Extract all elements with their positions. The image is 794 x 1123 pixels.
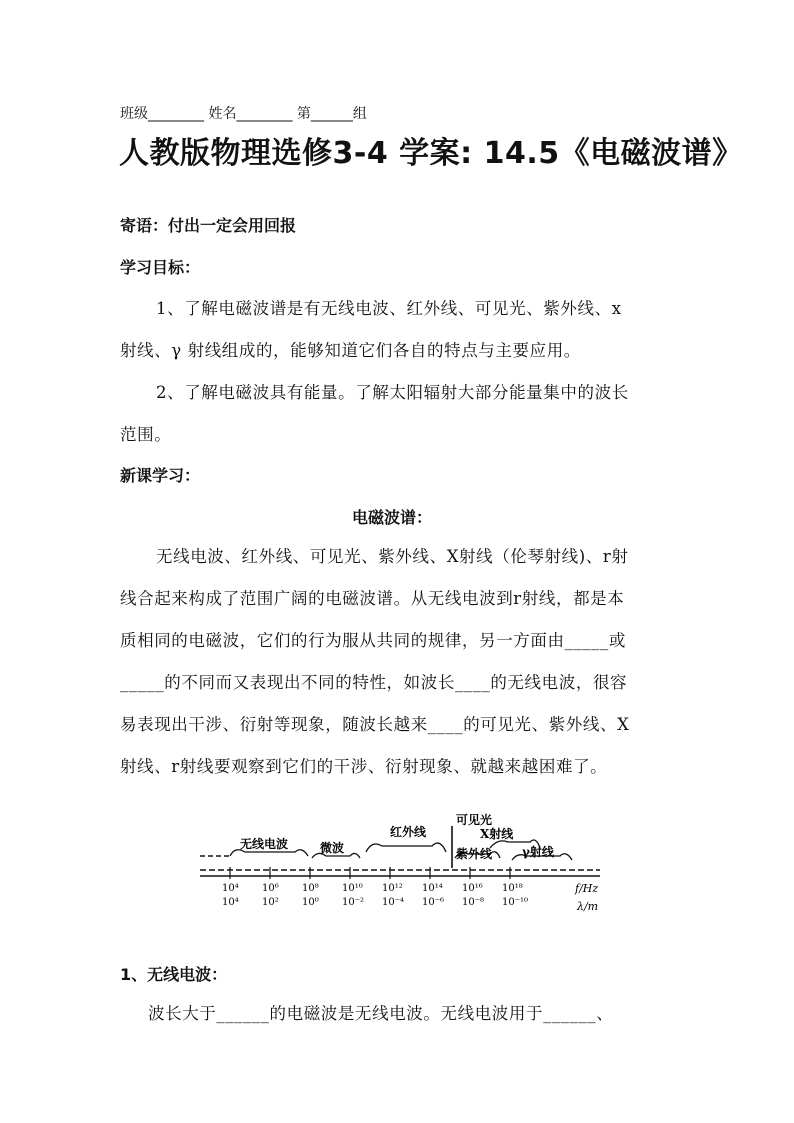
wavelength-tick-label: 10⁰	[302, 897, 319, 908]
wavelength-tick-label: 10⁻⁶	[422, 897, 445, 908]
body-line: _____的不同而又表现出不同的特性，如波长____的无线电波，很容	[120, 673, 628, 692]
frequency-tick-label: 10¹²	[382, 883, 403, 894]
new-lesson-label: 新课学习：	[120, 466, 201, 485]
goals-label: 学习目标：	[120, 258, 201, 277]
infrared-range	[366, 843, 446, 852]
band-label: 无线电波	[240, 837, 289, 851]
section-title: 电磁波谱：	[352, 508, 433, 527]
wavelength-tick-label: 10⁻²	[342, 897, 365, 908]
band-label: 微波	[320, 841, 345, 855]
wavelength-tick-label: 10⁴	[222, 897, 239, 908]
frequency-tick-label: 10⁶	[262, 883, 279, 894]
section-1-label: 1、无线电波：	[120, 965, 228, 984]
frequency-tick-label: 10⁸	[302, 883, 319, 894]
band-label: X射线	[480, 827, 514, 841]
frequency-tick-label: 10¹⁰	[342, 883, 363, 894]
wavelength-unit: λ/m	[577, 900, 599, 913]
body-line: 线合起来构成了范围广阔的电磁波谱。从无线电波到r射线，都是本	[120, 589, 625, 608]
goal-2-line-1: 2、了解电磁波具有能量。了解太阳辐射大部分能量集中的波长	[156, 383, 629, 402]
frequency-tick-label: 10⁴	[222, 883, 239, 894]
body-line: 射线、r射线要观察到它们的干涉、衍射现象、就越来越困难了。	[120, 757, 608, 776]
page-title: 人教版物理选修3-4 学案: 14.5《电磁波谱》	[119, 136, 743, 171]
frequency-tick-label: 10¹⁴	[422, 883, 443, 894]
frequency-tick-label: 10¹⁸	[502, 883, 523, 894]
motto: 寄语：付出一定会用回报	[120, 216, 297, 235]
wavelength-tick-label: 10²	[262, 897, 279, 908]
band-label: 紫外线	[456, 847, 493, 861]
wavelength-tick-label: 10⁻¹⁰	[502, 897, 529, 908]
wavelength-tick-label: 10⁻⁴	[382, 897, 405, 908]
section-1-line: 波长大于______的电磁波是无线电波。无线电波用于______、	[148, 1004, 614, 1023]
goal-1-line-1: 1、了解电磁波谱是有无线电波、红外线、可见光、紫外线、x	[156, 299, 622, 318]
body-line: 易表现出干涉、衍射等现象，随波长越来____的可见光、紫外线、X	[120, 715, 630, 734]
band-label: 红外线	[390, 825, 427, 839]
tick-group	[222, 867, 528, 908]
class-name-group-line: 班级________ 姓名________ 第______组	[120, 106, 367, 122]
frequency-tick-label: 10¹⁶	[462, 883, 483, 894]
goal-2-line-2: 范围。	[120, 425, 172, 444]
frequency-unit: f/Hz	[575, 882, 599, 895]
wavelength-tick-label: 10⁻⁸	[462, 897, 485, 908]
goal-1-line-2: 射线、γ 射线组成的，能够知道它们各自的特点与主要应用。	[120, 341, 581, 360]
body-line: 无线电波、红外线、可见光、紫外线、X射线（伦琴射线)、r射	[156, 547, 629, 566]
body-line: 质相同的电磁波，它们的行为服从共同的规律，另一方面由_____或	[120, 631, 626, 650]
band-label: 可见光	[456, 813, 493, 827]
electromagnetic-spectrum-diagram	[200, 812, 620, 922]
band-label: γ射线	[522, 845, 554, 859]
